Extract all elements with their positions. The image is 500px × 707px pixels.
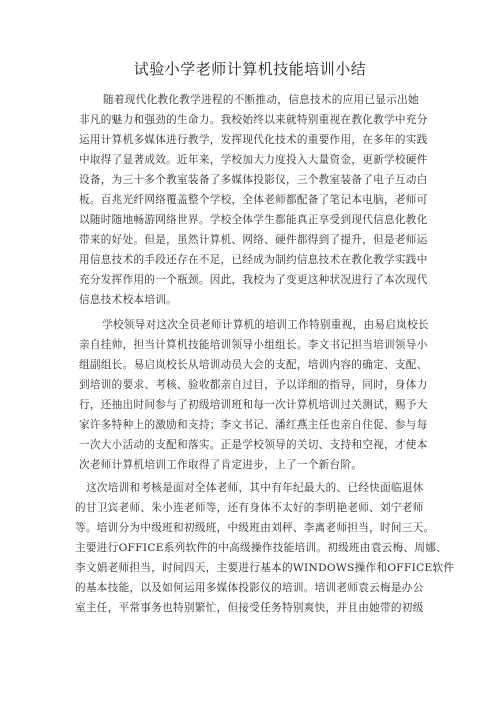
body-line: 主要进行OFFICE系列软件的中高级操作技能培训。初级班由袁云梅、周娜、: [75, 542, 448, 554]
body-line: 行，还抽出时间参与了初级培训班和每一次计算机培训过关测试，赐予大: [79, 399, 428, 411]
body-line: 这次培训和考核是面对全体老师，其中有年纪最大的、已经快面临退休: [86, 482, 424, 494]
body-line: 充分发挥作用的一个瓶颈。因此，我校为了变更这种状况进行了本次现代: [79, 274, 428, 286]
document-title: 试验小学老师计算机技能培训小结: [133, 60, 367, 78]
body-line: 设备，为三十多个教室装备了多媒体投影仪，三个教室装备了电子互动白: [79, 174, 428, 186]
body-line: 亲自挂帅，担当计算机技能培训领导小组组长。李文书记担当培训领导小: [79, 339, 428, 351]
body-line: 李文娟老师担当，时间四天，主要进行基本的WINDOWS操作和OFFICE软件: [75, 562, 455, 574]
body-line: 的甘卫宾老师、朱小连老师等，还有身体不太好的李明艳老师、刘宁老师: [75, 502, 424, 514]
body-line: 中取得了显著成效。近年来，学校加大力度投入大量资金，更新学校硬件: [79, 154, 428, 166]
body-line: 板。百兆光纤网络覆盖整个学校，全体老师都配备了笔记本电脑，老师可: [79, 194, 428, 206]
body-line: 运用计算机多媒体进行教学，发挥现代化技术的重要作用，在多年的实践: [79, 134, 428, 146]
body-line: 以随时随地畅游网络世界。学校全体学生都能真正享受到现代信息化教化: [79, 214, 428, 226]
body-line: 带来的好处。但是，虽然计算机、网络、硬件都得到了提升，但是老师运: [79, 234, 428, 246]
body-line: 家许多特种上的激励和支持；李文书记、潘红燕主任也亲自住促、参与每: [79, 419, 428, 431]
body-line: 到培训的要求、考核、验收都亲自过目，予以详细的指导，同时，身体力: [79, 379, 428, 391]
body-line: 的基本技能，以及如何运用多媒体投影仪的培训。培训老师袁云梅是办公: [75, 582, 424, 594]
body-line: 室主任，平常事务也特别繁忙，但接受任务特别爽快，并且由她带的初级: [75, 602, 424, 614]
body-line: 信息技术校本培训。: [79, 294, 178, 306]
body-line: 组副组长。易启岚校长从培训动员大会的支配，培训内容的确定、支配、: [79, 359, 428, 371]
body-line: 次老师计算机培训工作取得了肯定进步，上了一个新台阶。: [79, 459, 363, 471]
body-line: 随着现代化教化教学进程的不断推动，信息技术的应用已显示出她: [103, 94, 419, 106]
body-line: 等。培训分为中级班和初级班，中级班由刘秤、李离老师担当，时间三天。: [75, 522, 435, 534]
body-line: 一次大小活动的支配和落实。正是学校领导的关切、支持和空视，才使本: [79, 439, 428, 451]
body-line: 用信息技术的手段还存在不足，已经成为制约信息技术在教化教学实践中: [79, 254, 428, 266]
body-line: 学校领导对这次全员老师计算机的培训工作特别重视，由易启岚校长: [102, 319, 429, 331]
body-line: 非凡的魅力和强劲的生命力。我校始终以来就特别重视在教化教学中充分: [79, 114, 428, 126]
